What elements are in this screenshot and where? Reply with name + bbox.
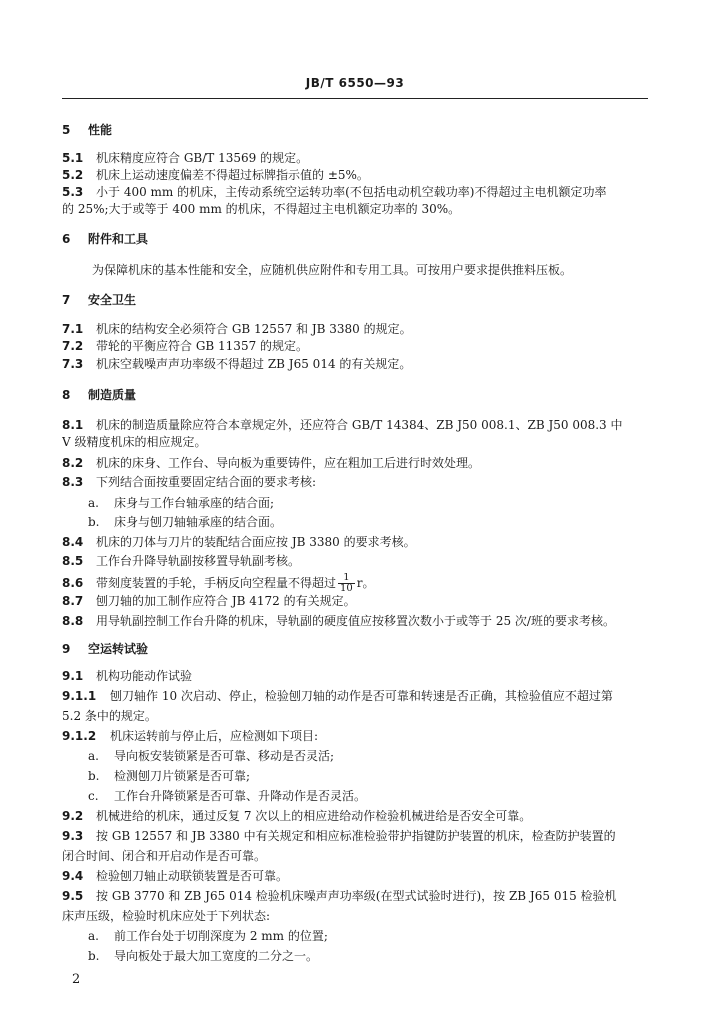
- clause-line: [62, 150, 652, 166]
- clause-number: 5.2: [62, 168, 84, 182]
- clause-text: 工作台升降导轨副按移置导轨副考核。: [96, 554, 301, 568]
- clause-number: 6: [62, 232, 71, 246]
- clause-line: [62, 167, 652, 183]
- clause-number: 8.1: [62, 418, 84, 432]
- clause-number: 8.6: [62, 576, 84, 590]
- list-item-text: 导向板安装锁紧是否可靠、移动是否灵活;: [114, 749, 335, 763]
- clause-text: 刨刀轴作 10 次启动、停止，检验刨刀轴的动作是否可靠和转速是否正确，其检验值应不超过第: [110, 689, 613, 703]
- clause-text: 闭合时间、闭合和开启动作是否可靠。: [62, 849, 267, 863]
- clause-number: 8: [62, 388, 71, 402]
- clause-number: 8.8: [62, 614, 84, 628]
- clause-number: 8.4: [62, 535, 84, 549]
- clause-number: 7: [62, 293, 71, 307]
- standard-code-header: JB/T 6550—93: [305, 76, 405, 90]
- clause-line: [62, 338, 652, 354]
- fraction-denominator: 10: [340, 583, 353, 594]
- clause-number: 9.1.1: [62, 689, 97, 703]
- clause-number: 7.3: [62, 357, 84, 371]
- clause-text: 床声压级，检验时机床应处于下列状态:: [62, 909, 271, 923]
- section-heading: [62, 231, 652, 247]
- clause-line: [62, 848, 652, 864]
- clause-line: [62, 434, 652, 450]
- clause-line: [62, 553, 652, 569]
- clause-line: [62, 908, 652, 924]
- section-title: 空运转试验: [88, 642, 149, 656]
- list-item: [88, 948, 318, 964]
- clause-number: 9.1: [62, 669, 84, 683]
- clause-line: [92, 262, 682, 278]
- clause-text: 机床精度应符合 GB/T 13569 的规定。: [96, 151, 309, 165]
- clause-line: [62, 828, 652, 844]
- clause-number: 9.1.2: [62, 729, 97, 743]
- clause-line: [62, 613, 652, 629]
- list-item-label: a.: [88, 496, 99, 510]
- section-heading: [62, 122, 652, 138]
- clause-text: 小于 400 mm 的机床，主传动系统空运转功率(不包括电动机空载功率)不得超过主电机额定功率: [96, 185, 607, 199]
- list-item: [88, 495, 274, 511]
- clause-text: r。: [356, 576, 375, 590]
- section-title: 安全卫生: [88, 293, 137, 307]
- clause-line: [62, 593, 652, 609]
- clause-text: 的 25%;大于或等于 400 mm 的机床，不得超过主电机额定功率的 30%。: [62, 202, 461, 216]
- clause-line: [62, 728, 652, 744]
- clause-text: 按 GB 3770 和 ZB J65 014 检验机床噪声声功率级(在型式试验时进行)，按 ZB J65 015 检验机: [96, 889, 617, 903]
- clause-line: [62, 534, 652, 550]
- clause-number: 5.3: [62, 185, 84, 199]
- list-item: [88, 788, 366, 804]
- section-heading: [62, 641, 652, 657]
- clause-text: 下列结合面按重要固定结合面的要求考核:: [96, 475, 317, 489]
- clause-number: 8.5: [62, 554, 84, 568]
- list-item-label: b.: [88, 949, 100, 963]
- list-item-label: b.: [88, 769, 100, 783]
- list-item-text: 检测刨刀片锁紧是否可靠;: [114, 769, 251, 783]
- list-item-label: a.: [88, 749, 99, 763]
- clause-line: [62, 356, 652, 372]
- list-item-text: 床身与刨刀轴轴承座的结合面。: [114, 515, 283, 529]
- clause-text: 机床空载噪声声功率级不得超过 ZB J65 014 的有关规定。: [96, 357, 412, 371]
- clause-text: 用导轨副控制工作台升降的机床，导轨副的硬度值应按移置次数小于或等于 25 次/班的要求考核。: [96, 614, 615, 628]
- clause-number: 9: [62, 642, 71, 656]
- clause-line: [62, 573, 652, 594]
- clause-text: 机床的刀体与刀片的装配结合面应按 JB 3380 的要求考核。: [96, 535, 416, 549]
- clause-text: 为保障机床的基本性能和安全，应随机供应附件和专用工具。可按用户要求提供推料压板。: [92, 263, 573, 277]
- clause-number: 8.3: [62, 475, 84, 489]
- clause-line: [62, 417, 652, 433]
- clause-text: 机构功能动作试验: [96, 669, 193, 683]
- clause-number: 7.2: [62, 339, 84, 353]
- list-item-text: 工作台升降锁紧是否可靠、升降动作是否灵活。: [114, 789, 367, 803]
- clause-text: V 级精度机床的相应规定。: [62, 435, 207, 449]
- clause-text: 按 GB 12557 和 JB 3380 中有关规定和相应标准检验带护指键防护装置的机床，检查防护装置的: [96, 829, 616, 843]
- clause-line: [62, 668, 652, 684]
- clause-line: [62, 455, 652, 471]
- clause-line: [62, 808, 652, 824]
- clause-number: 9.5: [62, 889, 84, 903]
- section-title: 附件和工具: [88, 232, 149, 246]
- clause-number: 8.2: [62, 456, 84, 470]
- fraction-numerator: 1: [338, 573, 355, 584]
- clause-text: 机械进给的机床，通过反复 7 次以上的相应进给动作检验机械进给是否安全可靠。: [96, 809, 532, 823]
- clause-text: 检验刨刀轴止动联锁装置是否可靠。: [96, 869, 289, 883]
- clause-text: 5.2 条中的规定。: [62, 709, 157, 723]
- section-title: 制造质量: [88, 388, 137, 402]
- page-number: 2: [72, 972, 81, 987]
- clause-text: 带轮的平衡应符合 GB 11357 的规定。: [96, 339, 309, 353]
- clause-text: 刨刀轴的加工制作应符合 JB 4172 的有关规定。: [96, 594, 356, 608]
- clause-line: [62, 201, 652, 217]
- clause-number: 5: [62, 123, 71, 137]
- clause-number: 7.1: [62, 322, 84, 336]
- clause-line: [62, 321, 652, 337]
- clause-text: 机床的结构安全必须符合 GB 12557 和 JB 3380 的规定。: [96, 322, 412, 336]
- clause-number: 9.4: [62, 869, 84, 883]
- section-title: 性能: [88, 123, 113, 137]
- clause-text: 机床上运动速度偏差不得超过标牌指示值的 ±5%。: [96, 168, 369, 182]
- list-item: [88, 748, 334, 764]
- fraction: [338, 573, 355, 594]
- section-heading: [62, 292, 652, 308]
- clause-line: [62, 888, 652, 904]
- list-item: [88, 928, 328, 944]
- header-rule: [62, 98, 648, 99]
- clause-line: [62, 474, 652, 490]
- section-heading: [62, 387, 652, 403]
- list-item: [88, 514, 282, 530]
- clause-text: 机床运转前与停止后，应检测如下项目:: [110, 729, 319, 743]
- clause-number: 8.7: [62, 594, 84, 608]
- list-item-label: c.: [88, 789, 99, 803]
- clause-text: 机床的制造质量除应符合本章规定外，还应符合 GB/T 14384、ZB J50 008.1、ZB J50 008.3 中: [96, 418, 623, 432]
- list-item-text: 床身与工作台轴承座的结合面;: [114, 496, 275, 510]
- list-item-label: b.: [88, 515, 100, 529]
- clause-line: [62, 868, 652, 884]
- clause-line: [62, 688, 652, 704]
- clause-line: [62, 708, 652, 724]
- list-item-label: a.: [88, 929, 99, 943]
- clause-text: 带刻度装置的手轮，手柄反向空程量不得超过: [96, 576, 337, 590]
- list-item-text: 导向板处于最大加工宽度的二分之一。: [114, 949, 319, 963]
- list-item: [88, 768, 250, 784]
- clause-line: [62, 184, 652, 200]
- clause-number: 9.2: [62, 809, 84, 823]
- clause-text: 机床的床身、工作台、导向板为重要铸件，应在粗加工后进行时效处理。: [96, 456, 481, 470]
- list-item-text: 前工作台处于切削深度为 2 mm 的位置;: [114, 929, 328, 943]
- clause-number: 9.3: [62, 829, 84, 843]
- clause-number: 5.1: [62, 151, 84, 165]
